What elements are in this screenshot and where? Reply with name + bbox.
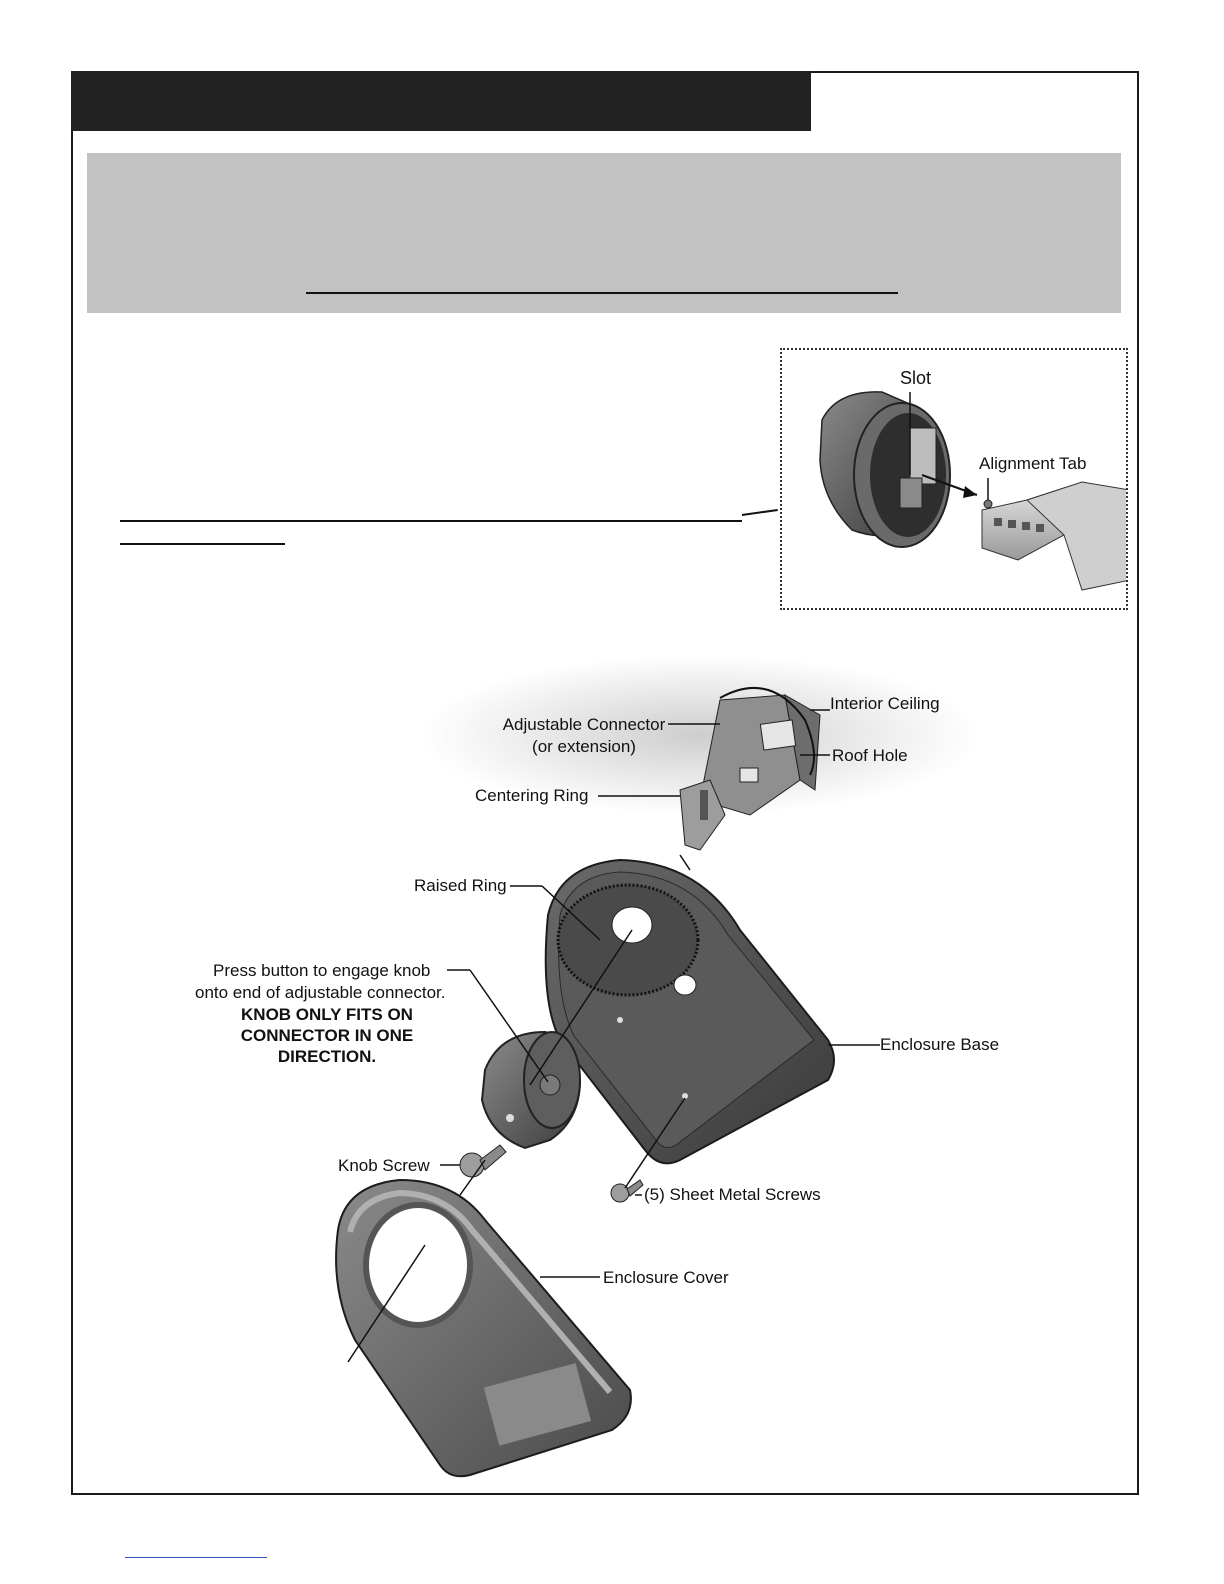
- centering-ring-label: Centering Ring: [475, 786, 589, 805]
- sheet-metal-screw-shape: [611, 1180, 643, 1202]
- note-panel: [87, 153, 1121, 313]
- adjustable-connector-label: Adjustable Connector: [502, 715, 666, 734]
- enclosure-base-label: Enclosure Base: [880, 1035, 1000, 1054]
- knob-screw-shape: [460, 1145, 506, 1177]
- body-text-underline: [120, 520, 742, 522]
- note-panel-underline: [306, 292, 898, 294]
- body-text-underline-continued: [120, 543, 285, 545]
- interior-ceiling-label: Interior Ceiling: [830, 694, 940, 713]
- exploded-assembly-diagram: [180, 640, 1060, 1490]
- knob-shape: [820, 392, 950, 547]
- footer-link-underline[interactable]: [125, 1557, 267, 1558]
- alignment-detail-inset: [780, 348, 1128, 610]
- slot-label: Slot: [900, 368, 932, 388]
- or-extension-label: (or extension): [532, 737, 636, 756]
- raised-ring-label: Raised Ring: [414, 876, 507, 895]
- section-header-bar: [71, 71, 811, 131]
- press-button-label-line1: Press button to engage knob: [213, 961, 431, 980]
- roof-hole-label: Roof Hole: [832, 746, 908, 765]
- knob-shape: [482, 1032, 580, 1148]
- sheet-metal-screws-label: (5) Sheet Metal Screws: [644, 1185, 821, 1204]
- enclosure-base-shape: [546, 860, 834, 1163]
- knob-warning-line3: DIRECTION.: [277, 1047, 377, 1066]
- alignment-detail-illustration: [782, 350, 1128, 610]
- connector-shape: [982, 482, 1128, 590]
- press-button-label-line2: onto end of adjustable connector.: [195, 983, 446, 1002]
- alignment-tab-label: Alignment Tab: [979, 454, 1087, 473]
- knob-warning-line2: CONNECTOR IN ONE: [240, 1026, 414, 1045]
- enclosure-cover-shape: [336, 1180, 631, 1476]
- knob-screw-label: Knob Screw: [338, 1156, 430, 1175]
- knob-warning-line1: KNOB ONLY FITS ON: [241, 1005, 413, 1024]
- enclosure-cover-label: Enclosure Cover: [603, 1268, 729, 1287]
